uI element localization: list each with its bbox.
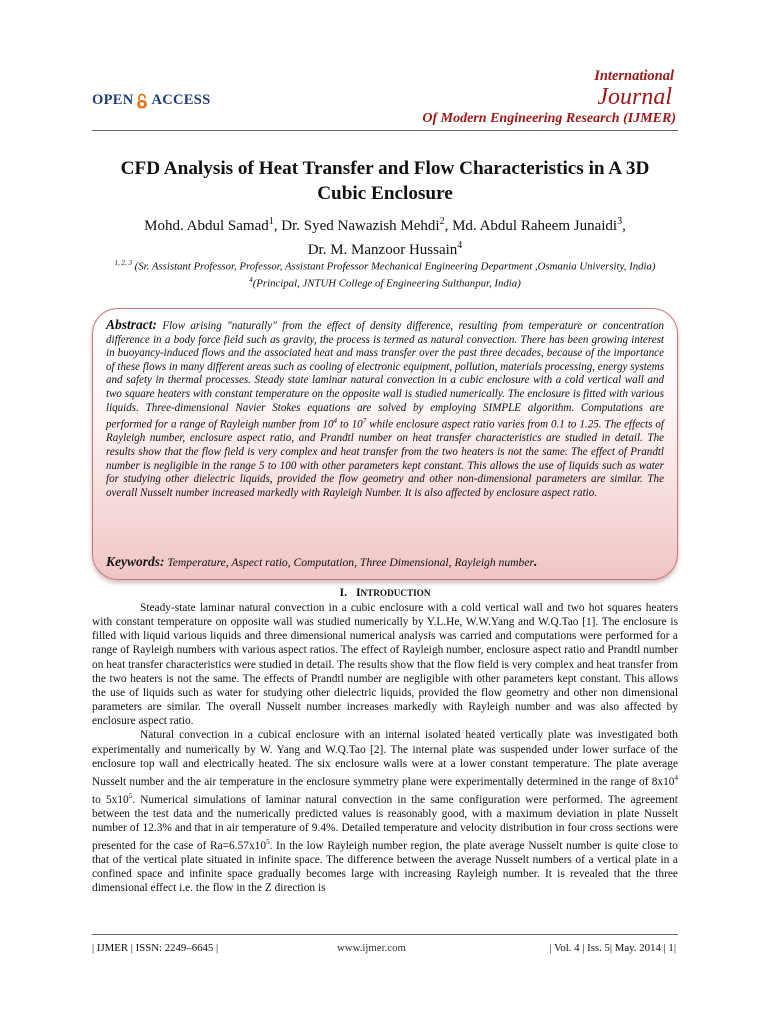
open-access-left: OPEN — [92, 92, 134, 108]
affiliation-sup: 4 — [249, 276, 253, 285]
keywords-text: Temperature, Aspect ratio, Computation, Three Dimensional, Rayleigh number — [164, 556, 534, 569]
author-sep: , — [444, 218, 453, 234]
open-access-right: ACCESS — [151, 92, 211, 108]
paragraph-part: to 5x10 — [92, 793, 129, 806]
paragraph-sup: 4 — [674, 773, 678, 782]
affiliations — [92, 257, 678, 291]
author-sep: , — [273, 218, 282, 234]
paragraph-sup: 5 — [128, 791, 133, 800]
author-sep: , — [622, 218, 626, 234]
section-heading — [92, 585, 678, 600]
open-access-logo — [92, 92, 211, 109]
abstract-sup: 7 — [362, 417, 367, 426]
body-text — [92, 601, 678, 896]
affiliation-text: (Principal, JNTUH College of Engineering Sulthanpur, India) — [252, 277, 521, 290]
author-sup: 4 — [457, 240, 463, 251]
keywords-label: Keywords: — [106, 554, 165, 569]
paragraph-sup: 5 — [266, 838, 270, 847]
header-rule — [92, 130, 678, 131]
abstract-label: Abstract: — [106, 317, 158, 332]
title-line-1: CFD Analysis of Heat Transfer and Flow Characteristics in A 3D — [120, 158, 650, 179]
paper-title — [92, 156, 678, 206]
section-number: I. — [339, 585, 348, 599]
abstract-part-3: while enclosure aspect ratio varies from 0.1 to 1.25. The effects of Rayleigh number, enclosure aspect ratio, and Prandtl number on heat transfer characteristics are studied in detail. The results show that the flow field is very complex and heat transfer from the two heaters is not the same. The effect of Prandtl number is negligible in the range 5 to 100 with other parameters kept constant. This allows the use of liquids such as water for studying other dielectric liquids, provided the flow geometry and other non-dimensional parameters are similar. The overall Nusselt number increased markedly with Rayleigh Number. It is also affected by enclosure aspect ratio. — [106, 418, 664, 499]
paragraph-part: . In the low Rayleigh number region, the plate average Nusselt number is quite close to that of the vertical plate situated in infinite space. The difference between the average Nusselt numbers of a vertical plate in a confined space and infinite space gradually becomes large with increasing Rayleigh number. It is revealed that the three dimensional effect i.e. the flow in the Z direction is — [92, 839, 678, 895]
open-lock-icon — [136, 93, 148, 109]
section-title-rest: NTRODUCTION — [360, 588, 431, 598]
affiliation-text: (Sr. Assistant Professor, Professor, Assistant Professor Mechanical Engineering Department ,Osmania University, India) — [131, 260, 656, 273]
footer-volume: | Vol. 4 | Iss. 5| May. 2014 | 1| — [549, 942, 676, 954]
paragraph: Steady-state laminar natural convection in a cubic enclosure with a cold vertical wall and two hot squares heaters with constant temperature on opposite wall was studied numerically by Y.L.He, W.W.Yang and W.Q.Tao [1]. The enclosure is filled with liquid various liquids and three dimensional numerical analysis was carried and computations were performed for a range of Rayleigh numbers with various aspect ratios. The effect of Rayleigh number, enclosure aspect ratio and Prandtl number on heat transfer characteristics were studied in detail. The results show that the flow field is very complex and heat transfer from the two heaters is not the same. The effects of Prandtl number are negligible with other parameters kept constant. This allows the use of liquids such as water for studying other dielectric liquids, provided the flow geometry and other non dimensional parameters are similar. The overall Nusselt number increases markedly with Rayleigh number and was also affected by enclosure aspect ratio. — [92, 602, 678, 728]
title-line-2: Cubic Enclosure — [317, 183, 453, 204]
author-name: Dr. M. Manzoor Hussain — [307, 242, 458, 258]
footer-website-link[interactable]: www.ijmer.com — [337, 942, 406, 954]
author-name: Mohd. Abdul Samad — [144, 218, 269, 234]
affiliation-sup: 1, 2, 3 — [114, 259, 132, 267]
abstract-part-2: to 10 — [337, 418, 363, 431]
paragraph-part: Natural convection in a cubical enclosure with an internal isolated heated vertically plate was investigated both experimentally and numerically by W. Yang and W.Q.Tao [2]. The internal plate was suspended under lower surface of the enclosure top wall and electrically heated. The six enclosure walls were at a lower constant temperature. The plate average Nusselt number and the air temperature in the enclosure symmetry plane were experimentally determined in the range of 8x10 — [92, 729, 678, 788]
author-sup: 2 — [439, 216, 445, 227]
author-list — [92, 212, 678, 260]
paragraph-part: . Numerical simulations of laminar natural convection in the same configuration were performed. The agreement between the test data and the numerically predicted values is reasonably good, with a maximum deviation in plate Nusselt number of 12.3% and that in air temperature of 9.4%. Detailed temperature and velocity distribution in four cross sections were presented for the case of Ra=6.57x10 — [92, 793, 678, 852]
keywords-end: . — [533, 554, 538, 569]
journal-line-name: Of Modern Engineering Research (IJMER) — [422, 111, 676, 126]
author-sup: 3 — [617, 216, 623, 227]
author-name: Dr. Syed Nawazish Mehdi — [281, 218, 440, 234]
paragraph — [92, 728, 678, 895]
author-name: Md. Abdul Raheem Junaidi — [452, 218, 618, 234]
abstract-text — [106, 318, 664, 500]
abstract-sup: 4 — [333, 417, 338, 426]
journal-line-journal: Journal — [597, 84, 672, 110]
author-sup: 1 — [268, 216, 274, 227]
footer-issn: | IJMER | ISSN: 2249–6645 | — [92, 942, 219, 954]
journal-line-international: International — [594, 68, 674, 84]
abstract-part-1: Flow arising "naturally" from the effect of density difference, resulting from temperature or concentration difference in a body force field such as gravity, the process is termed as natural convection. There has been growing interest in buoyancy-induced flows and the associated heat and mass transfer over the past three decades, because of the importance of these flows in many different areas such as cooling of electronic equipment, pollution, materials processing, energy systems and safety in thermal processes. Steady state laminar natural convection in a cubic enclosure with a cold vertical wall and two square heaters with constant temperature on the opposite wall is studied numerically. The enclosure is fitted with various liquids. Three-dimensional Navier Stokes equations are solved by employing SIMPLE algorithm. Computations are performed for a range of Rayleigh number from 10 — [106, 320, 664, 431]
footer-rule — [92, 934, 678, 935]
section-title-cap: I — [355, 585, 361, 599]
keywords — [106, 554, 666, 570]
